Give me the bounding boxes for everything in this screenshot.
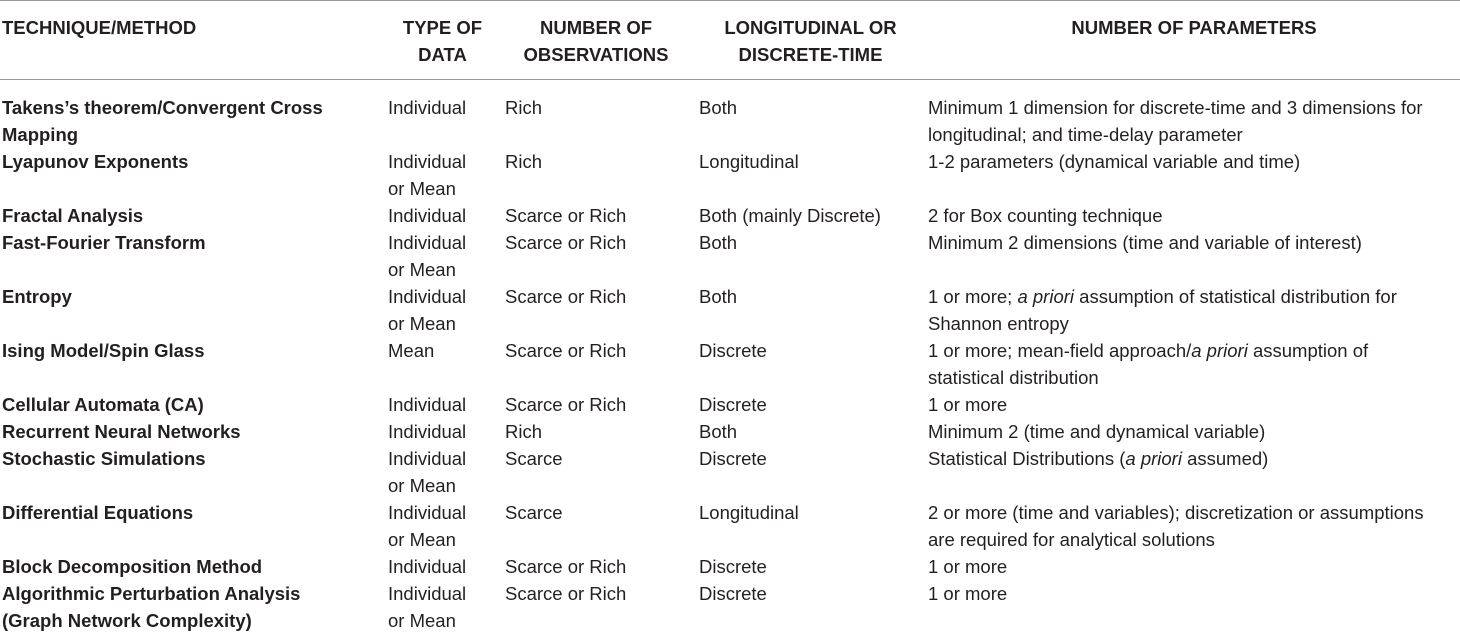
method-cell — [0, 80, 386, 149]
observations-cell: Scarce — [505, 502, 563, 523]
data-type-cell — [386, 148, 499, 202]
parameters-cell — [928, 148, 1460, 202]
header-row — [0, 1, 1460, 80]
header-line: TYPE OF — [402, 17, 483, 38]
method-cell — [0, 148, 386, 202]
parameters-emphasis: a priori — [1017, 286, 1075, 307]
parameters-line — [928, 283, 1460, 310]
observations-cell: Scarce or Rich — [505, 394, 627, 415]
parameters-text: assumed) — [1181, 448, 1269, 469]
method-cell — [0, 391, 386, 418]
method-name-line: Algorithmic Perturbation Analysis — [2, 583, 301, 604]
time-type-cell: Discrete — [699, 394, 767, 415]
method-name-line: (Graph Network Complexity) — [2, 610, 252, 631]
table-row — [0, 229, 1460, 283]
header-type-of-data — [386, 1, 499, 80]
parameters-text: statistical distribution — [928, 367, 1099, 388]
table-row — [0, 283, 1460, 337]
data-type-line: or Mean — [388, 259, 456, 280]
parameters-line — [928, 418, 1460, 445]
data-type-line: Individual — [388, 583, 467, 604]
data-type-cell — [386, 337, 499, 391]
data-type-cell — [386, 445, 499, 499]
parameters-line — [928, 499, 1460, 526]
data-type-line: or Mean — [388, 313, 456, 334]
observations-cell: Scarce or Rich — [505, 286, 627, 307]
parameters-text: 1 or more; — [928, 286, 1018, 307]
parameters-line — [928, 310, 1460, 337]
time-type-cell: Both — [699, 97, 738, 118]
table-row — [0, 553, 1460, 580]
parameters-emphasis: a priori — [1191, 340, 1248, 361]
data-type-line: Individual — [388, 556, 467, 577]
parameters-line — [928, 121, 1460, 148]
time-type-cell: Discrete — [699, 340, 767, 361]
observations-cell: Scarce or Rich — [505, 205, 627, 226]
parameters-text: 1 or more — [928, 394, 1008, 415]
method-name-line: Differential Equations — [2, 502, 194, 523]
table-row — [0, 391, 1460, 418]
parameters-line — [928, 553, 1460, 580]
parameters-cell — [928, 418, 1460, 445]
data-type-cell — [386, 499, 499, 553]
data-type-cell — [386, 553, 499, 580]
parameters-text: 1-2 parameters (dynamical variable and time) — [928, 151, 1301, 172]
parameters-cell — [928, 337, 1460, 391]
data-type-line: Individual — [388, 502, 467, 523]
table-body — [0, 80, 1460, 635]
header-line: DATA — [418, 44, 467, 65]
method-cell — [0, 445, 386, 499]
observations-cell: Scarce or Rich — [505, 556, 627, 577]
time-type-cell: Both — [699, 421, 738, 442]
data-type-line: Individual — [388, 97, 467, 118]
data-type-cell — [386, 418, 499, 445]
method-name-line: Block Decomposition Method — [2, 556, 263, 577]
observations-cell: Rich — [505, 151, 543, 172]
method-name-line: Takens’s theorem/Convergent Cross — [2, 97, 323, 118]
method-name-line: Fast-Fourier Transform — [2, 232, 206, 253]
header-line: LONGITUDINAL OR — [724, 17, 897, 38]
parameters-line — [928, 337, 1460, 364]
parameters-line — [928, 445, 1460, 472]
data-type-line: Individual — [388, 421, 467, 442]
table-header — [0, 1, 1460, 80]
parameters-cell — [928, 553, 1460, 580]
time-type-cell: Discrete — [699, 556, 767, 577]
method-name-line: Mapping — [2, 124, 79, 145]
table-row — [0, 499, 1460, 553]
data-type-cell — [386, 580, 499, 634]
data-type-line: or Mean — [388, 178, 456, 199]
table-row — [0, 80, 1460, 149]
method-cell — [0, 337, 386, 391]
parameters-cell — [928, 202, 1460, 229]
parameters-line — [928, 580, 1460, 607]
data-type-line: Individual — [388, 232, 467, 253]
data-type-cell — [386, 391, 499, 418]
method-name-line: Lyapunov Exponents — [2, 151, 189, 172]
time-type-cell: Longitudinal — [699, 151, 799, 172]
data-type-line: Individual — [388, 205, 467, 226]
header-line: OBSERVATIONS — [523, 44, 669, 65]
parameters-text: assumption of statistical distribution for — [1074, 286, 1397, 307]
parameters-line — [928, 526, 1460, 553]
parameters-text: Minimum 1 dimension for discrete-time and 3 dimensions for — [928, 97, 1423, 118]
time-type-cell: Discrete — [699, 583, 767, 604]
parameters-text: longitudinal; and time-delay parameter — [928, 124, 1243, 145]
parameters-emphasis: a priori — [1125, 448, 1182, 469]
method-cell — [0, 202, 386, 229]
method-name-line: Fractal Analysis — [2, 205, 144, 226]
time-type-cell: Both — [699, 232, 738, 253]
parameters-cell — [928, 580, 1460, 634]
data-type-line: Mean — [388, 340, 435, 361]
parameters-line — [928, 202, 1460, 229]
parameters-text: are required for analytical solutions — [928, 529, 1215, 550]
parameters-line — [928, 364, 1460, 391]
table-row — [0, 445, 1460, 499]
table-row — [0, 148, 1460, 202]
time-type-cell: Both — [699, 286, 738, 307]
data-type-line: Individual — [388, 394, 467, 415]
method-name-line: Cellular Automata (CA) — [2, 394, 204, 415]
method-cell — [0, 283, 386, 337]
parameters-text: 1 or more; mean-field approach/ — [928, 340, 1192, 361]
method-cell — [0, 553, 386, 580]
parameters-cell — [928, 283, 1460, 337]
parameters-text: 2 or more (time and variables); discretization or assumptions — [928, 502, 1424, 523]
data-type-cell — [386, 202, 499, 229]
parameters-cell — [928, 391, 1460, 418]
method-name-line: Entropy — [2, 286, 72, 307]
method-cell — [0, 418, 386, 445]
observations-cell: Rich — [505, 97, 543, 118]
header-line: NUMBER OF — [539, 17, 653, 38]
method-name-line: Ising Model/Spin Glass — [2, 340, 205, 361]
parameters-text: assumption of — [1247, 340, 1369, 361]
time-type-cell: Longitudinal — [699, 502, 799, 523]
data-type-line: Individual — [388, 286, 467, 307]
observations-cell: Scarce or Rich — [505, 232, 627, 253]
table-row — [0, 418, 1460, 445]
time-type-cell: Discrete — [699, 448, 767, 469]
method-cell — [0, 229, 386, 283]
data-type-cell — [386, 283, 499, 337]
method-cell — [0, 499, 386, 553]
parameters-text: Shannon entropy — [928, 313, 1069, 334]
data-type-line: or Mean — [388, 475, 456, 496]
header-number-of-parameters — [928, 1, 1460, 80]
header-line: NUMBER OF PARAMETERS — [1071, 17, 1317, 38]
header-technique-method — [0, 1, 386, 80]
method-name-line: Recurrent Neural Networks — [2, 421, 241, 442]
method-cell — [0, 580, 386, 634]
observations-cell: Scarce or Rich — [505, 583, 627, 604]
header-line: DISCRETE-TIME — [738, 44, 883, 65]
table-row — [0, 202, 1460, 229]
method-name-line: Stochastic Simulations — [2, 448, 206, 469]
parameters-text: Minimum 2 (time and dynamical variable) — [928, 421, 1266, 442]
parameters-line — [928, 148, 1460, 175]
parameters-cell — [928, 80, 1460, 149]
data-type-cell — [386, 229, 499, 283]
data-type-line: Individual — [388, 151, 467, 172]
parameters-text: Statistical Distributions ( — [928, 448, 1126, 469]
parameters-text: 1 or more — [928, 583, 1008, 604]
header-number-of-observations — [499, 1, 693, 80]
data-type-cell — [386, 80, 499, 149]
parameters-line — [928, 94, 1460, 121]
header-line: TECHNIQUE/METHOD — [2, 17, 197, 38]
parameters-cell — [928, 445, 1460, 499]
time-type-cell: Both (mainly Discrete) — [699, 205, 881, 226]
observations-cell: Scarce — [505, 448, 563, 469]
parameters-line — [928, 391, 1460, 418]
observations-cell: Scarce or Rich — [505, 340, 627, 361]
header-longitudinal-or-discrete — [693, 1, 928, 80]
table-row — [0, 337, 1460, 391]
parameters-text: 1 or more — [928, 556, 1008, 577]
data-type-line: or Mean — [388, 529, 456, 550]
parameters-cell — [928, 229, 1460, 283]
parameters-cell — [928, 499, 1460, 553]
parameters-line — [928, 229, 1460, 256]
parameters-text: 2 for Box counting technique — [928, 205, 1163, 226]
observations-cell: Rich — [505, 421, 543, 442]
data-type-line: or Mean — [388, 610, 456, 631]
table-row — [0, 580, 1460, 634]
parameters-text: Minimum 2 dimensions (time and variable of interest) — [928, 232, 1362, 253]
data-type-line: Individual — [388, 448, 467, 469]
